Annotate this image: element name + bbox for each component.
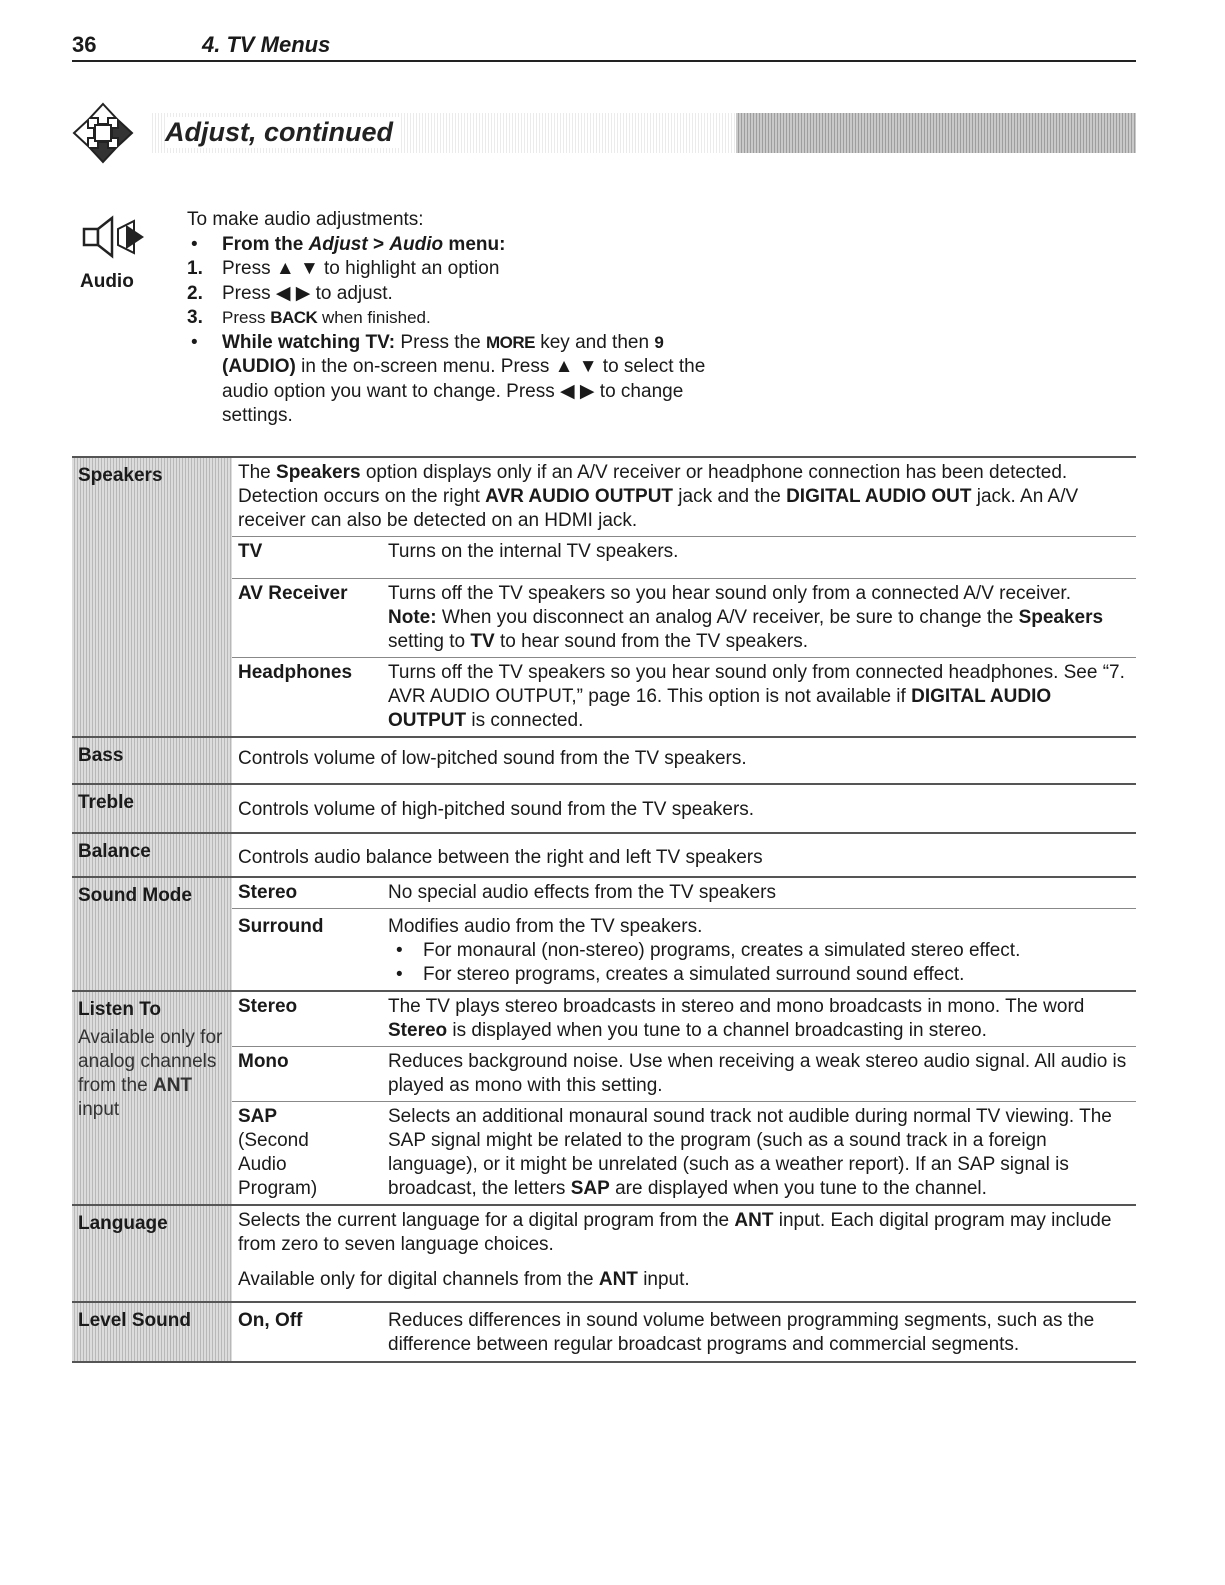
audio-label: Audio	[80, 271, 134, 292]
step: 2. Press ◀ ▶ to adjust.	[187, 282, 393, 304]
option-av-receiver: AV Receiver Turns off the TV speakers so you hear sound only from a connected A/V receiver. Note: When you disconnect an analog A/V receiver, be sure to change the Speakers setting to TV to hear sound from the TV speakers.	[232, 579, 1136, 658]
table-row-balance: Balance Controls audio balance between the right and left TV speakers	[72, 834, 1136, 878]
up-down-arrows-icon: ▲ ▼	[554, 356, 598, 377]
adjust-arrows-icon	[72, 102, 134, 164]
page-header	[72, 30, 1136, 62]
step: 1. Press ▲ ▼ to highlight an option	[187, 258, 500, 279]
page-number: 36	[72, 32, 97, 57]
section-title: Adjust, continued	[165, 117, 399, 148]
audio-instructions	[187, 208, 787, 429]
option-mono: Mono Reduces background noise. Use when receiving a weak stereo audio signal. All audio is played as mono with this setting.	[232, 1047, 1136, 1102]
option-stereo: Stereo The TV plays stereo broadcasts in stereo and mono broadcasts in mono. The word Stereo is displayed when you tune to a channel broadcasting in stereo.	[232, 992, 1136, 1047]
audio-settings-table	[72, 456, 1136, 1363]
step: 3. Press BACK when finished.	[187, 307, 431, 328]
speaker-icon	[82, 215, 146, 259]
table-row-speakers	[72, 456, 1136, 738]
option-stereo: Stereo No special audio effects from the TV speakers	[232, 878, 1136, 909]
option-surround: Surround Modifies audio from the TV speakers. • For monaural (non-stereo) programs, creates a simulated stereo effect. • For stereo programs, creates a simulated surround sound effect.	[238, 916, 1021, 985]
from-menu-bullet: • From the Adjust > Audio menu:	[191, 233, 506, 255]
table-row-sound-mode: Sound Mode Stereo No special audio effects from the TV speakers Surround Modifies audio from the TV speakers. • For monaural (non-stereo) programs, creates a simulated stereo effect. • For stereo programs, creates a simulated surround sound effect.	[72, 878, 1136, 992]
table-row-treble: Treble Controls volume of high-pitched sound from the TV speakers.	[72, 785, 1136, 834]
option-tv: TV Turns on the internal TV speakers.	[232, 537, 1136, 579]
up-down-arrows-icon: ▲ ▼	[275, 258, 319, 279]
while-watching-bullet: • While watching TV: Press the MORE key and then 9 (AUDIO) in the on-screen menu. Press ▲ ▼ to select the audio option you want to change. Press ◀ ▶ to change settings.	[191, 331, 706, 426]
left-right-arrows-icon: ◀ ▶	[560, 380, 595, 402]
option-sap: SAP (Second Audio Program) Selects an additional monaural sound track not audible during normal TV viewing. The SAP signal might be related to the program (such as a sound track in a foreign language), or it might be unrelated (such as a weather report). If an SAP signal is broadcast, the letters SAP are displayed when you tune to the channel.	[238, 1106, 1112, 1199]
row-label: Speakers	[72, 458, 232, 736]
table-row-level-sound: Level Sound On, Off Reduces differences in sound volume between programming segments, such as the difference between regular broadcast programs and commercial segments.	[72, 1303, 1136, 1363]
option-headphones: Headphones Turns off the TV speakers so you hear sound only from connected headphones. See “7. AVR AUDIO OUTPUT,” page 16. This option is not available if DIGITAL AUDIO OUTPUT is connected.	[238, 662, 1125, 731]
more-key: MORE	[485, 332, 535, 352]
table-row-listen-to: Listen To Available only for analog channels from the ANT input Stereo The TV plays stereo broadcasts in stereo and mono broadcasts in mono. The word Stereo is displayed when you tune to a channel broadcasting in stereo. Mono Reduces background noise. Use when receiving a weak stereo audio signal. All audio is played as mono with this setting. SAP (Second Audio Program) Selects an additional monaural sound track not audible during normal TV viewing. The SAP signal might be related to the program (such as a sound track in a foreign language), or it might be unrelated (such as a weather report). If an SAP signal is broadcast, the letters SAP are displayed when you tune to the channel.	[72, 992, 1136, 1206]
table-row-language: Language Selects the current language for a digital program from the ANT input. Each digital program may include from zero to seven language choices. Available only for digital channels from the ANT input.	[72, 1206, 1136, 1303]
steps-list	[187, 257, 787, 331]
option-on-off: On, Off Reduces differences in sound volume between programming segments, such as the difference between regular broadcast programs and commercial segments.	[238, 1310, 1095, 1355]
back-key: BACK	[270, 308, 318, 327]
chapter-title: 4. TV Menus	[202, 32, 331, 57]
left-right-arrows-icon: ◀ ▶	[275, 282, 311, 304]
intro-text: To make audio adjustments:	[187, 209, 424, 230]
table-row-bass: Bass Controls volume of low-pitched sound from the TV speakers.	[72, 738, 1136, 785]
speakers-intro: The Speakers option displays only if an A/V receiver or headphone connection has been detected. Detection occurs on the right AVR AUDIO OUTPUT jack and the DIGITAL AUDIO OUT jack. An A/V receiver can also be detected on an HDMI jack.	[232, 458, 1136, 537]
